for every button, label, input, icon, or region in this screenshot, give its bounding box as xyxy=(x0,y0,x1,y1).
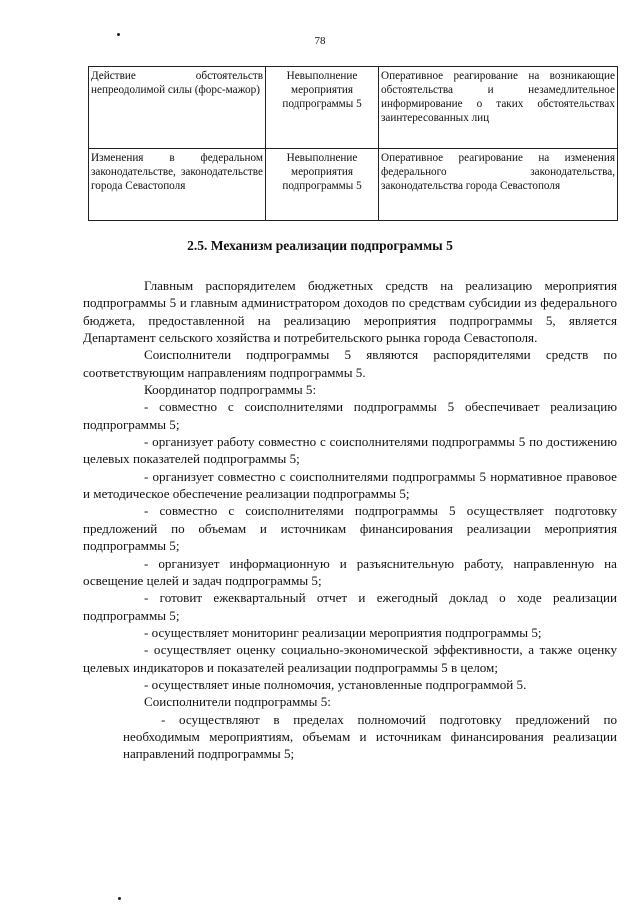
paragraph: Координатор подпрограммы 5: xyxy=(144,382,317,398)
consequence-cell: Невыполнение мероприятия подпрограммы 5 xyxy=(266,67,379,149)
section-body xyxy=(83,277,617,763)
list-item: - осуществляет мониторинг реализации мероприятия подпрограммы 5; xyxy=(144,624,542,640)
list-item: - совместно с соисполнителями подпрограммы 5 осуществляет подготовку предложений по объемам и источникам финансирования реализации мероприятия подпрограммы 5; xyxy=(83,503,617,554)
measures-cell: Оперативное реагирование на возникающие обстоятельства и незамедлительное информирование о таких обстоятельствах заинтересованных лиц xyxy=(379,67,618,149)
paragraph: Соисполнители подпрограммы 5: xyxy=(144,694,331,710)
consequence-cell: Невыполнение мероприятия подпрограммы 5 xyxy=(266,149,379,221)
paragraph: Соисполнители подпрограммы 5 являются распорядителями средств по соответствующим направлениям подпрограммы 5. xyxy=(83,347,617,380)
section-title: 2.5. Механизм реализации подпрограммы 5 xyxy=(187,238,453,253)
risk-cell: Действие обстоятельств непреодолимой силы (форс-мажор) xyxy=(89,67,266,149)
list-item: - осуществляет оценку социально-экономической эффективности, а также оценку целевых индикаторов и показателей реализации подпрограммы 5 в целом; xyxy=(83,642,617,675)
list-item: - организует информационную и разъяснительную работу, направленную на освещение целей и задач подпрограммы 5; xyxy=(83,555,617,588)
risk-table xyxy=(88,66,618,221)
risk-cell: Изменения в федеральном законодательстве, законодательстве города Севастополя xyxy=(89,149,266,221)
paragraph: Главным распорядителем бюджетных средств на реализацию мероприятия подпрограммы 5 и главным администратором доходов по средствам субсидии из федерального бюджета, предоставленной на реализацию мероприятия подпрограммы 5, является Департамент сельского хозяйства и потребительского рынка города Севастополя. xyxy=(83,278,617,346)
list-item: - осуществляет иные полномочия, установленные подпрограммой 5. xyxy=(144,676,527,692)
page-number: 78 xyxy=(314,35,326,47)
list-item: - организует совместно с соисполнителями подпрограммы 5 нормативное правовое и методическое обеспечение реализации подпрограммы 5; xyxy=(83,468,617,502)
list-item: - готовит ежеквартальный отчет и ежегодный доклад о ходе реализации подпрограммы 5; xyxy=(83,590,617,623)
list-item: - организует работу совместно с соисполнителями подпрограммы 5 по достижению целевых показателей подпрограммы 5; xyxy=(83,434,617,467)
table-row xyxy=(89,149,618,221)
measures-cell: Оперативное реагирование на изменения федерального законодательства, законодательства города Севастополя xyxy=(379,149,618,221)
table-row xyxy=(89,67,618,149)
scan-mark-bottom xyxy=(118,897,121,900)
list-item: - осуществляют в пределах полномочий подготовку предложений по необходимым мероприятиям, объемам и источникам финансирования реализации направлений подпрограммы 5; xyxy=(123,711,617,762)
list-item: - совместно с соисполнителями подпрограммы 5 обеспечивает реализацию подпрограммы 5; xyxy=(83,399,617,432)
